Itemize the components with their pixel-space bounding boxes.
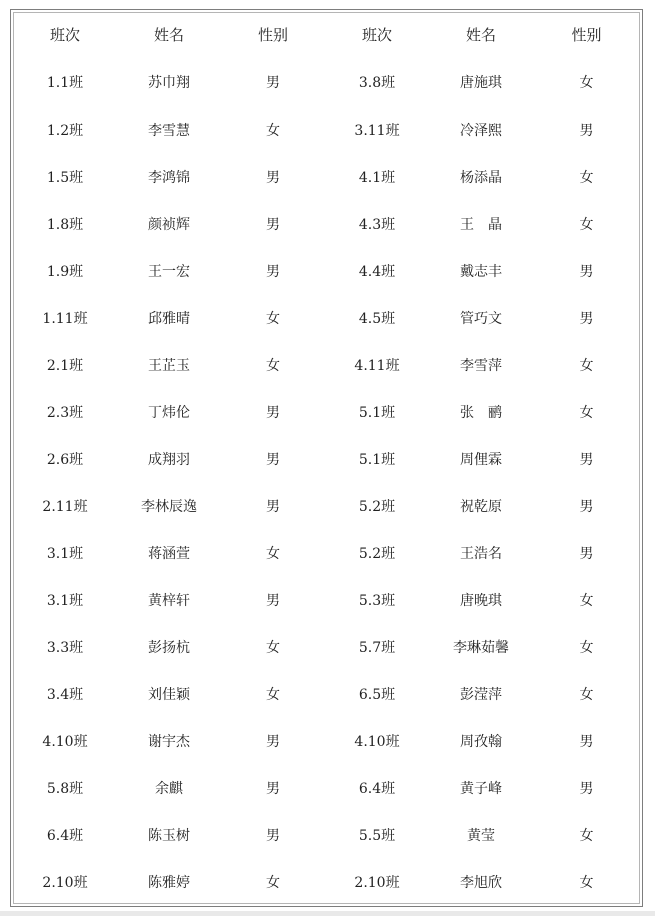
cell-name-left: 余麒 (155, 780, 183, 797)
cell-gender-right: 女 (579, 686, 594, 703)
cell-name-right: 王浩名 (460, 545, 502, 562)
cell-name-right: 管巧文 (460, 310, 502, 327)
cell-gender-right: 男 (579, 263, 594, 280)
cell-class-left: 3.4班 (46, 686, 84, 703)
cell-name-left: 邱雅晴 (148, 310, 190, 327)
cell-name-right: 彭滢萍 (460, 686, 502, 703)
cell-class-right: 5.1班 (358, 451, 396, 468)
roster-body (13, 57, 640, 905)
table-row (13, 764, 640, 811)
cell-gender-right: 女 (579, 592, 594, 609)
cell-class-left: 4.10班 (42, 733, 88, 750)
cell-gender-left: 男 (266, 592, 280, 609)
table-row (13, 717, 640, 764)
bottom-edge-strip (0, 911, 655, 916)
cell-class-left: 3.1班 (46, 592, 84, 609)
cell-class-right: 5.7班 (358, 639, 396, 656)
cell-name-right: 唐晚琪 (460, 592, 502, 609)
cell-name-left: 苏巾翔 (148, 74, 190, 91)
cell-name-right: 李旭欣 (460, 874, 502, 891)
cell-gender-left: 女 (266, 874, 280, 891)
table-row (13, 247, 640, 294)
cell-class-right: 4.10班 (354, 733, 400, 750)
cell-gender-right: 女 (579, 169, 594, 186)
cell-name-right: 周孜翰 (460, 733, 502, 750)
header-gender-right: 性别 (571, 26, 602, 44)
cell-class-left: 6.4班 (46, 827, 84, 844)
cell-class-right: 4.4班 (358, 263, 396, 280)
cell-gender-right: 女 (579, 639, 594, 656)
cell-class-right: 4.3班 (358, 216, 396, 233)
table-row (13, 435, 640, 482)
table-row (13, 811, 640, 858)
cell-gender-left: 女 (266, 310, 280, 327)
cell-class-left: 3.3班 (46, 639, 84, 656)
cell-gender-right: 男 (579, 545, 594, 562)
cell-gender-left: 男 (266, 404, 280, 421)
cell-gender-right: 女 (579, 874, 594, 891)
cell-class-right: 5.3班 (358, 592, 396, 609)
cell-gender-right: 男 (579, 780, 594, 797)
cell-name-left: 丁炜伦 (148, 404, 190, 421)
cell-class-left: 2.11班 (42, 498, 88, 515)
cell-name-right: 王 晶 (460, 216, 502, 233)
cell-class-left: 2.3班 (46, 404, 84, 421)
cell-gender-right: 女 (579, 357, 594, 374)
table-row (13, 529, 640, 576)
cell-name-right: 戴志丰 (460, 263, 502, 280)
cell-class-left: 5.8班 (46, 780, 84, 797)
cell-class-left: 2.6班 (46, 451, 84, 468)
cell-gender-right: 男 (579, 733, 594, 750)
cell-name-left: 成翔羽 (148, 451, 190, 468)
cell-class-left: 3.1班 (46, 545, 84, 562)
cell-gender-left: 女 (266, 686, 280, 703)
cell-name-left: 王一宏 (148, 263, 190, 280)
cell-name-left: 刘佳颖 (148, 686, 190, 703)
cell-gender-right: 男 (579, 498, 594, 515)
table-row (13, 106, 640, 153)
cell-class-right: 3.11班 (354, 122, 400, 139)
cell-gender-left: 女 (266, 545, 280, 562)
cell-class-right: 4.5班 (358, 310, 396, 327)
cell-class-right: 5.1班 (358, 404, 396, 421)
cell-name-left: 陈雅婷 (148, 874, 190, 891)
cell-class-left: 2.10班 (42, 874, 88, 891)
cell-name-left: 彭扬杭 (148, 639, 190, 656)
cell-gender-right: 男 (579, 122, 594, 139)
cell-class-right: 6.5班 (358, 686, 396, 703)
header-name-left: 姓名 (153, 26, 184, 44)
table-row (13, 482, 640, 529)
table-row (13, 341, 640, 388)
table-row (13, 576, 640, 623)
cell-gender-right: 女 (579, 74, 594, 91)
cell-name-left: 李林辰逸 (141, 498, 197, 515)
cell-name-right: 张 鹂 (460, 404, 502, 421)
table-row (13, 670, 640, 717)
cell-gender-left: 男 (266, 780, 280, 797)
table-row (13, 858, 640, 905)
cell-gender-left: 男 (266, 733, 280, 750)
cell-gender-right: 男 (579, 310, 594, 327)
cell-name-left: 颜祯辉 (148, 216, 190, 233)
cell-class-left: 1.11班 (42, 310, 88, 327)
roster-table (13, 12, 640, 905)
cell-class-right: 5.2班 (358, 498, 396, 515)
table-row (13, 57, 640, 106)
cell-name-right: 李雪萍 (460, 357, 502, 374)
cell-gender-left: 男 (266, 498, 280, 515)
cell-class-right: 3.8班 (358, 74, 396, 91)
cell-class-right: 4.11班 (354, 357, 400, 374)
cell-name-left: 蒋涵萱 (148, 545, 190, 562)
table-row (13, 153, 640, 200)
cell-class-right: 4.1班 (358, 169, 396, 186)
cell-class-left: 1.9班 (46, 263, 84, 280)
cell-class-right: 6.4班 (358, 780, 396, 797)
cell-gender-right: 女 (579, 827, 594, 844)
cell-class-left: 1.2班 (46, 122, 84, 139)
cell-gender-left: 女 (266, 122, 280, 139)
header-gender-left: 性别 (257, 26, 288, 44)
cell-gender-left: 男 (266, 451, 280, 468)
cell-gender-right: 男 (579, 451, 594, 468)
cell-name-right: 周俚霖 (460, 451, 502, 468)
cell-gender-left: 男 (266, 169, 280, 186)
header-class-left: 班次 (49, 26, 80, 44)
cell-gender-left: 男 (266, 263, 280, 280)
header-name-right: 姓名 (465, 26, 496, 44)
cell-name-left: 陈玉树 (148, 827, 190, 844)
cell-name-right: 杨添晶 (460, 169, 502, 186)
cell-class-left: 2.1班 (46, 357, 84, 374)
cell-name-right: 唐施琪 (460, 74, 502, 91)
cell-name-right: 祝乾原 (460, 498, 502, 515)
table-row (13, 294, 640, 341)
cell-name-left: 谢宇杰 (148, 733, 190, 750)
cell-name-left: 李雪慧 (148, 122, 190, 139)
cell-name-left: 黄梓轩 (148, 592, 190, 609)
header-row (13, 12, 640, 57)
cell-gender-left: 男 (266, 74, 280, 91)
cell-class-left: 1.5班 (46, 169, 84, 186)
cell-name-right: 李琳茹馨 (453, 639, 509, 656)
header-class-right: 班次 (361, 26, 392, 44)
cell-gender-right: 女 (579, 404, 594, 421)
cell-gender-left: 男 (266, 216, 280, 233)
table-row (13, 623, 640, 670)
cell-gender-left: 女 (266, 639, 280, 656)
cell-class-left: 1.8班 (46, 216, 84, 233)
cell-class-right: 5.2班 (358, 545, 396, 562)
cell-class-left: 1.1班 (46, 74, 84, 91)
cell-class-right: 2.10班 (354, 874, 400, 891)
table-row (13, 200, 640, 247)
cell-name-left: 王芷玉 (148, 357, 190, 374)
cell-name-right: 冷泽熙 (460, 122, 502, 139)
cell-gender-right: 女 (579, 216, 594, 233)
cell-name-left: 李鸿锦 (148, 169, 190, 186)
roster-header (13, 12, 640, 57)
table-row (13, 388, 640, 435)
cell-gender-left: 女 (266, 357, 280, 374)
cell-name-right: 黄子峰 (460, 780, 502, 797)
cell-gender-left: 男 (266, 827, 280, 844)
cell-class-right: 5.5班 (358, 827, 396, 844)
cell-name-right: 黄莹 (467, 827, 495, 844)
